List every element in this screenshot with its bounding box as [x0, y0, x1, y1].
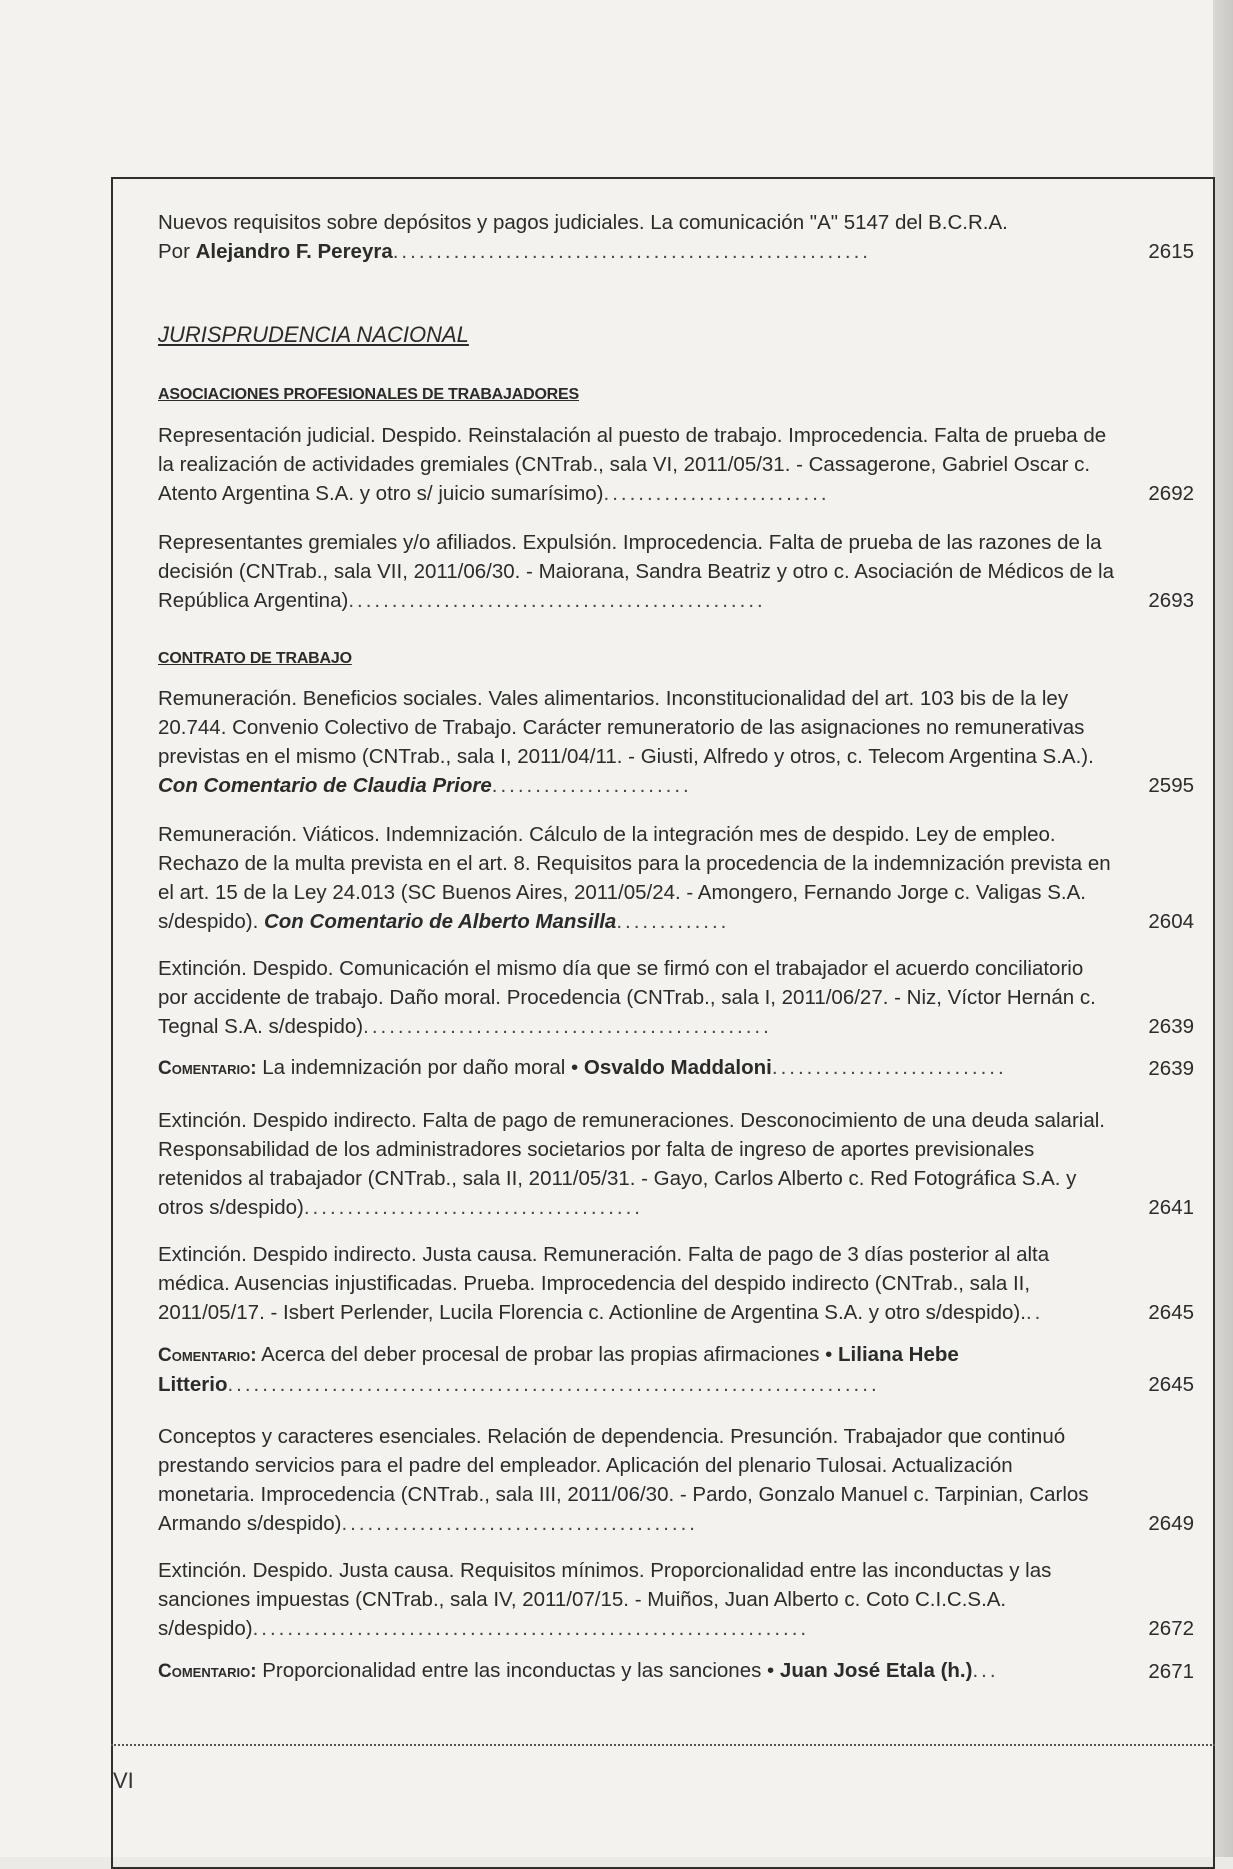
entry-page-number: 2615 — [1148, 240, 1194, 263]
entry-author: Alejandro F. Pereyra — [195, 240, 393, 263]
toc-entry-isbert[interactable] — [158, 1240, 1194, 1327]
page-edge-shadow — [1213, 0, 1233, 1857]
entry-title: Nuevos requisitos sobre depósitos y pagos judiciales. La comunicación "A" 5147 del B.C.R.A. — [158, 211, 1008, 234]
comment-title: Acerca del deber procesal de probar las propias afirmaciones • — [256, 1343, 839, 1366]
entry-page-number: 2645 — [1148, 1373, 1194, 1396]
leader-dots: ................................................................ — [252, 1617, 810, 1640]
entry-page-number: 2641 — [1148, 1196, 1194, 1219]
entry-comment-note: Con Comentario de Claudia Priore — [158, 774, 492, 797]
comment-title: Proporcionalidad entre las inconductas y las sanciones • — [256, 1659, 780, 1682]
entry-title: Extinción. Despido. Justa causa. Requisitos mínimos. Proporcionalidad entre las inconductas y las sanciones impuestas (CNTrab., sala IV, 2011/07/15. - Muiños, Juan Alberto c. Coto C.I.C.S.A. s/despido) — [158, 1559, 1052, 1640]
entry-page-number: 2672 — [1148, 1617, 1194, 1640]
leader-dots: ................................................ — [348, 589, 766, 612]
toc-entry-niz[interactable] — [158, 954, 1194, 1041]
leader-dots: ....................... — [491, 774, 692, 797]
entry-text — [158, 208, 1194, 266]
entry-text — [158, 954, 1194, 1041]
comment-author: Osvaldo Maddaloni — [583, 1056, 772, 1079]
comment-title: La indemnización por daño moral • — [256, 1056, 584, 1079]
toc-entry-giusti[interactable] — [158, 684, 1194, 800]
leader-dots: .. — [1025, 1301, 1044, 1324]
author-prefix: Por — [158, 240, 196, 263]
entry-text — [158, 1556, 1194, 1643]
entry-page-number: 2639 — [1148, 1015, 1194, 1038]
entry-text — [158, 820, 1194, 936]
subsection-title-asociaciones: ASOCIACIONES PROFESIONALES DE TRABAJADORES — [158, 386, 579, 403]
footer-page-number: VI — [113, 1768, 134, 1793]
footer-dotted-rule — [111, 1744, 1215, 1746]
entry-text — [158, 1053, 1194, 1083]
toc-comment-litterio[interactable] — [158, 1340, 1194, 1399]
comment-label: Comentario: — [158, 1345, 257, 1366]
entry-page-number: 2649 — [1148, 1512, 1194, 1535]
entry-page-number: 2693 — [1148, 589, 1194, 612]
toc-entry-pardo[interactable] — [158, 1422, 1194, 1538]
leader-dots: ............. — [616, 910, 730, 933]
entry-title: Remuneración. Beneficios sociales. Vales alimentarios. Inconstitucionalidad del art. 103 bis de la ley 20.744. Convenio Colectivo de Trabajo. Carácter remuneratorio de las asignaciones no remunerativas previstas en el mismo (CNTrab., sala I, 2011/04/11. - Giusti, Alfredo y otros, c. Telecom Argentina S.A.). — [158, 687, 1094, 768]
leader-dots: ............................................... — [363, 1015, 772, 1038]
entry-page-number: 2645 — [1148, 1301, 1194, 1324]
entry-text — [158, 1656, 1194, 1686]
entry-page-number: 2671 — [1148, 1660, 1194, 1683]
toc-entry-amongero[interactable] — [158, 820, 1194, 936]
entry-text — [158, 1422, 1194, 1538]
entry-text — [158, 1240, 1194, 1327]
toc-comment-maddaloni[interactable] — [158, 1053, 1194, 1083]
comment-label: Comentario: — [158, 1661, 257, 1682]
leader-dots: ... — [972, 1659, 999, 1682]
toc-entry-cassagerone[interactable] — [158, 421, 1194, 508]
comment-label: Comentario: — [158, 1058, 257, 1079]
entry-page-number: 2595 — [1148, 774, 1194, 797]
entry-page-number: 2639 — [1148, 1057, 1194, 1080]
comment-author: Liliana Hebe Litterio — [158, 1343, 959, 1396]
entry-text — [158, 1106, 1194, 1222]
toc-entry-maiorana[interactable] — [158, 528, 1194, 615]
entry-text — [158, 684, 1194, 800]
leader-dots: ....................................... — [303, 1196, 643, 1219]
entry-title: Representación judicial. Despido. Reinstalación al puesto de trabajo. Improcedencia. Falta de prueba de la realización de actividades gremiales (CNTrab., sala VI, 2011/05/31. - Cassagerone, Gabriel Oscar c. Atento Argentina S.A. y otro s/ juicio sumarísimo) — [158, 424, 1107, 505]
entry-title: Extinción. Despido indirecto. Justa causa. Remuneración. Falta de pago de 3 días posterior al alta médica. Ausencias injustificadas. Prueba. Improcedencia del despido indirecto (CNTrab., sala II, 2011/05/17. - Isbert Perlender, Lucila Florencia c. Actionline de Argentina S.A. y otro s/despido). — [158, 1243, 1050, 1324]
entry-page-number: 2604 — [1148, 910, 1194, 933]
leader-dots: ........................... — [771, 1056, 1007, 1079]
toc-comment-etala[interactable] — [158, 1656, 1194, 1686]
entry-comment-note: Con Comentario de Alberto Mansilla — [263, 910, 617, 933]
entry-title: Representantes gremiales y/o afiliados. Expulsión. Improcedencia. Falta de prueba de las razones de la decisión (CNTrab., sala VII, 2011/06/30. - Maiorana, Sandra Beatriz y otro c. Asociación de Médicos de la República Argentina) — [158, 531, 1115, 612]
entry-page-number: 2692 — [1148, 482, 1194, 505]
section-title-jurisprudencia: JURISPRUDENCIA NACIONAL — [158, 322, 469, 347]
entry-title: Conceptos y caracteres esenciales. Relación de dependencia. Presunción. Trabajador que continuó prestando servicios para el padre del empleador. Aplicación del plenario Tulosai. Actualización monetaria. Improcedencia (CNTrab., sala III, 2011/06/30. - Pardo, Gonzalo Manuel c. Tarpinian, Carlos Armando s/despido) — [158, 1425, 1089, 1535]
toc-entry-gayo[interactable] — [158, 1106, 1194, 1222]
entry-text — [158, 1340, 1194, 1399]
leader-dots: ......................................... — [341, 1512, 698, 1535]
leader-dots: ....................................................... — [392, 240, 871, 263]
comment-author: Juan José Etala (h.) — [779, 1659, 973, 1682]
entry-title: Extinción. Despido. Comunicación el mismo día que se firmó con el trabajador el acuerdo conciliatorio por accidente de trabajo. Daño moral. Procedencia (CNTrab., sala I, 2011/06/27. - Niz, Víctor Hernán c. Tegnal S.A. s/despido) — [158, 957, 1096, 1038]
entry-title: Remuneración. Viáticos. Indemnización. Cálculo de la integración mes de despido. Ley de empleo. Rechazo de la multa prevista en el art. 8. Requisitos para la procedencia de la indemnización prevista en el art. 15 de la Ley 24.013 (SC Buenos Aires, 2011/05/24. - Amongero, Fernando Jorge c. Valigas S.A. s/despido). — [158, 823, 1111, 933]
leader-dots: .......................... — [603, 482, 830, 505]
entry-text — [158, 528, 1194, 615]
toc-entry-muinos[interactable] — [158, 1556, 1194, 1643]
entry-title: Extinción. Despido indirecto. Falta de pago de remuneraciones. Desconocimiento de una deuda salarial. Responsabilidad de los administradores societarios por falta de ingreso de aportes previsionales retenidos al trabajador (CNTrab., sala II, 2011/05/31. - Gayo, Carlos Alberto c. Red Fotográfica S.A. y otros s/despido) — [158, 1109, 1105, 1219]
toc-entry-pereyra[interactable] — [158, 208, 1194, 266]
entry-text — [158, 421, 1194, 508]
leader-dots: ........................................................................... — [227, 1373, 880, 1396]
subsection-title-contrato: CONTRATO DE TRABAJO — [158, 650, 352, 667]
